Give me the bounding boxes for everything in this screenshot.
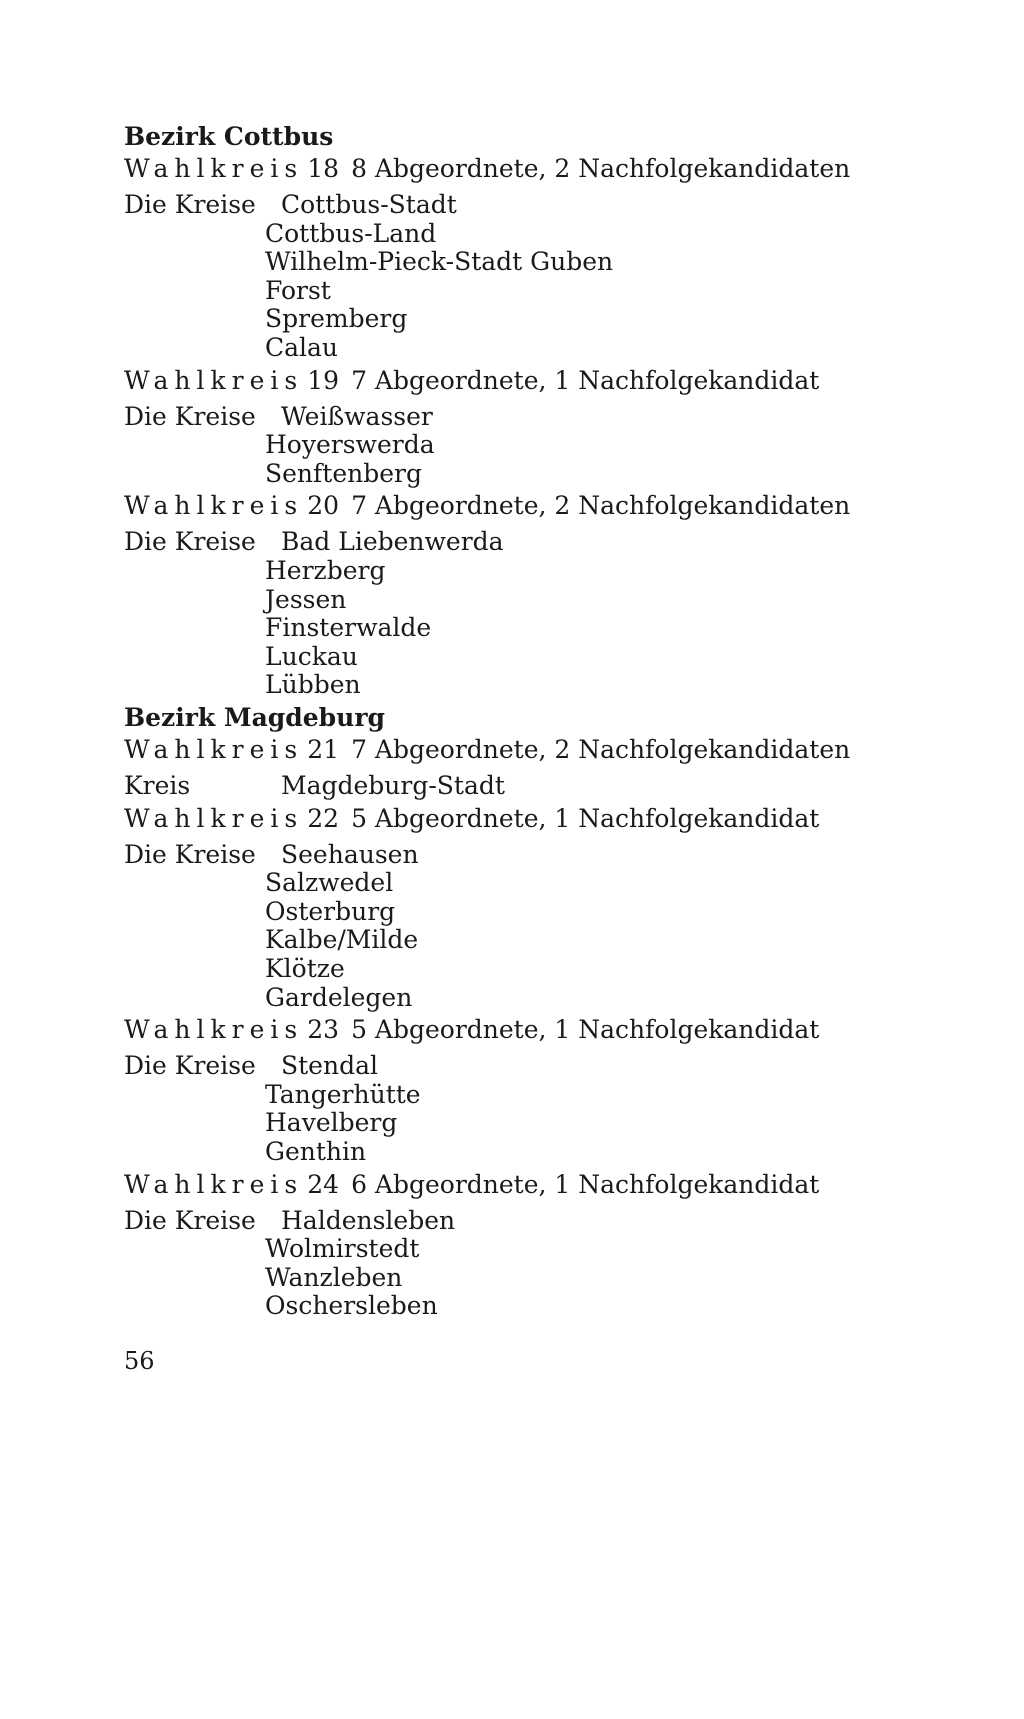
kreis-name: Forst <box>265 275 331 305</box>
kreise-row <box>124 771 505 801</box>
bezirk-heading: Bezirk Magdeburg <box>124 703 385 732</box>
wahlkreis-label: Wahlkreis <box>124 365 304 395</box>
kreis-name: Tangerhütte <box>265 1079 421 1109</box>
kreise-label: Die Kreise <box>124 839 256 869</box>
wahlkreis-row <box>124 735 850 765</box>
wahlkreis-label: Wahlkreis <box>124 735 304 764</box>
wahlkreis-row <box>124 804 819 834</box>
wahlkreis-number: 22 <box>307 803 340 833</box>
kreis-name: Jessen <box>265 584 347 614</box>
wahlkreis-label: Wahlkreis <box>124 491 304 521</box>
kreis-name: Seehausen <box>281 839 419 869</box>
wahlkreis-row <box>124 154 850 184</box>
wahlkreis-label: Wahlkreis <box>124 1015 304 1045</box>
wahlkreis-row <box>124 491 850 521</box>
wahlkreis-number: 23 <box>307 1015 340 1045</box>
kreis-name: Haldensleben <box>281 1205 456 1235</box>
kreis-name: Senftenberg <box>265 458 422 488</box>
kreis-name: Cottbus-Stadt <box>281 190 457 219</box>
kreis-name: Spremberg <box>265 304 408 334</box>
kreis-name: Wolmirstedt <box>265 1234 420 1264</box>
kreis-name: Osterburg <box>265 896 396 926</box>
wahlkreis-label: Wahlkreis <box>124 803 304 833</box>
kreis-name: Havelberg <box>265 1108 398 1138</box>
kreis-name: Calau <box>265 333 339 362</box>
kreis-name: Gardelegen <box>265 982 413 1012</box>
kreise-label: Die Kreise <box>124 1205 256 1235</box>
wahlkreis-row <box>124 1170 819 1200</box>
kreis-name: Finsterwalde <box>265 613 432 643</box>
wahlkreis-number: 19 <box>307 365 340 395</box>
kreis-name: Wilhelm-Pieck-Stadt Guben <box>265 247 614 277</box>
wahlkreis-description: 5 Abgeordnete, 1 Nachfolgekandidat <box>351 803 820 833</box>
kreise-row <box>124 1051 378 1081</box>
kreis-name: Herzberg <box>265 556 386 585</box>
kreis-name: Salzwedel <box>265 868 394 898</box>
kreis-name: Kalbe/Milde <box>265 925 419 955</box>
kreis-name: Bad Liebenwerda <box>281 527 504 557</box>
bezirk-heading: Bezirk Cottbus <box>124 122 334 151</box>
wahlkreis-number: 20 <box>307 491 340 521</box>
wahlkreis-description: 7 Abgeordnete, 1 Nachfolgekandidat <box>351 365 820 395</box>
kreis-name: Luckau <box>265 641 358 671</box>
wahlkreis-row <box>124 1015 819 1045</box>
kreis-name: Magdeburg-Stadt <box>281 771 505 800</box>
wahlkreis-description: 6 Abgeordnete, 1 Nachfolgekandidat <box>351 1169 820 1199</box>
wahlkreis-description: 7 Abgeordnete, 2 Nachfolgekandidaten <box>351 491 851 521</box>
kreise-row <box>124 402 433 432</box>
kreise-label: Die Kreise <box>124 190 256 219</box>
wahlkreis-number: 24 <box>307 1169 340 1199</box>
kreis-name: Genthin <box>265 1137 367 1166</box>
kreise-row <box>124 1206 455 1236</box>
wahlkreis-description: 5 Abgeordnete, 1 Nachfolgekandidat <box>351 1015 820 1045</box>
kreise-label: Die Kreise <box>124 1051 256 1081</box>
kreise-row <box>124 527 504 557</box>
kreis-name: Stendal <box>281 1051 378 1081</box>
wahlkreis-label: Wahlkreis <box>124 1169 304 1199</box>
kreise-row <box>124 190 457 220</box>
kreise-label: Die Kreise <box>124 527 256 557</box>
wahlkreis-label: Wahlkreis <box>124 154 304 183</box>
page-number: 56 <box>124 1347 155 1375</box>
kreis-name: Klötze <box>265 954 345 983</box>
wahlkreis-description: 7 Abgeordnete, 2 Nachfolgekandidaten <box>351 735 851 764</box>
kreise-row <box>124 840 419 870</box>
wahlkreis-number: 18 <box>307 154 340 183</box>
wahlkreis-row <box>124 366 819 396</box>
kreise-label: Die Kreise <box>124 401 256 431</box>
wahlkreis-number: 21 <box>307 735 340 764</box>
kreis-name: Wanzleben <box>265 1262 403 1292</box>
kreis-name: Lübben <box>265 670 361 700</box>
kreise-label: Kreis <box>124 771 191 800</box>
kreis-name: Weißwasser <box>281 401 433 431</box>
kreis-name: Cottbus-Land <box>265 218 437 248</box>
kreis-name: Hoyerswerda <box>265 430 435 460</box>
kreis-name: Oschersleben <box>265 1291 438 1321</box>
wahlkreis-description: 8 Abgeordnete, 2 Nachfolgekandidaten <box>351 154 851 183</box>
